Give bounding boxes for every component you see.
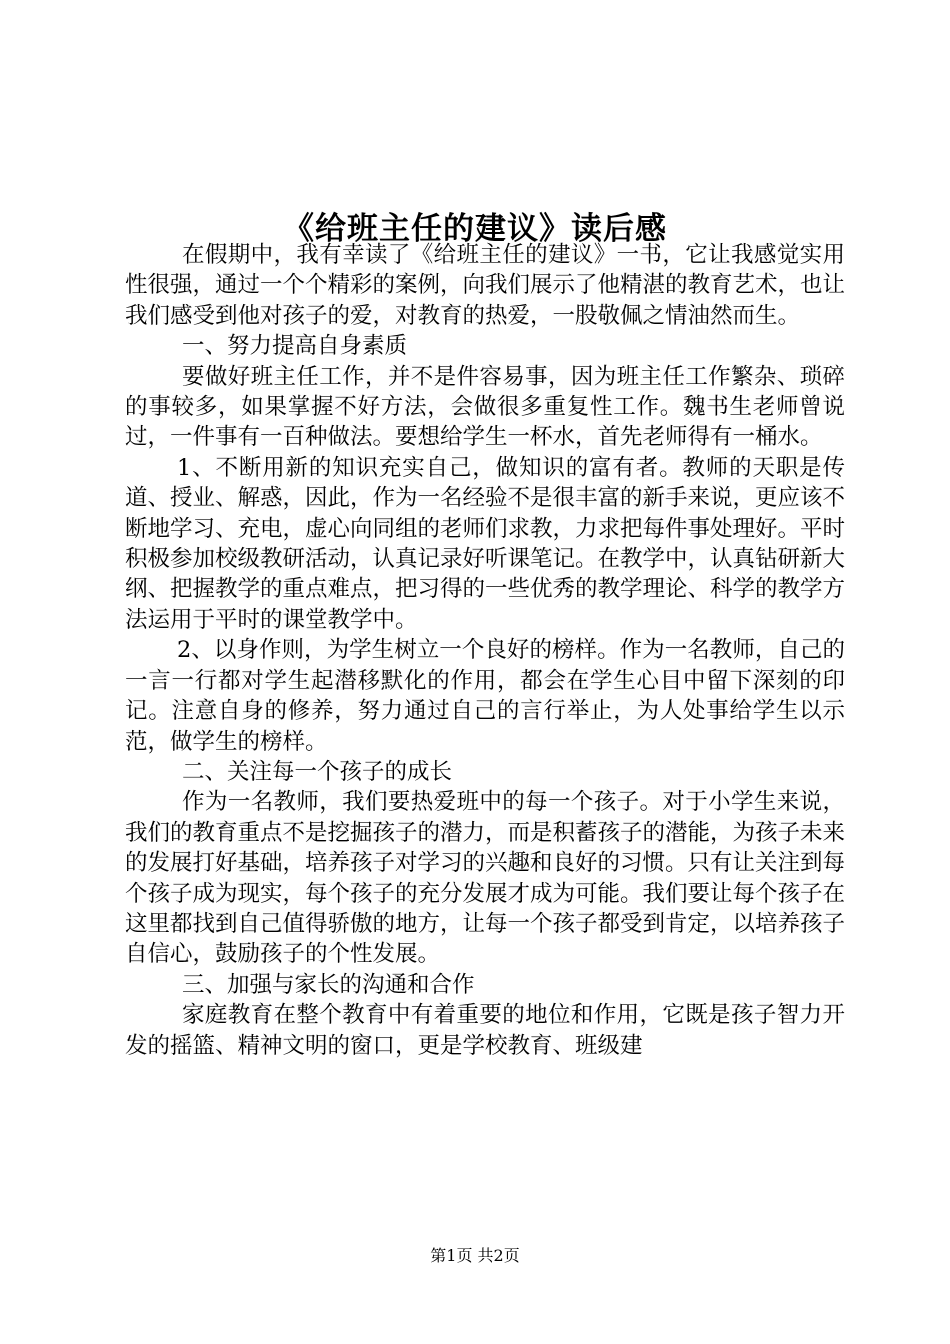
- page-number-footer: 第1页 共2页: [430, 1246, 520, 1265]
- paragraph-intro: 在假期中，我有幸读了《给班主任的建议》一书，它让我感觉实用性很强，通过一个个精彩的案例，向我们展示了他精湛的教育艺术，也让我们感受到他对孩子的爱，对教育的热爱，一股敬佩之情油然而生。: [125, 242, 846, 329]
- paragraph: 作为一名教师，我们要热爱班中的每一个孩子。对于小学生来说，我们的教育重点不是挖掘孩子的潜力，而是积蓄孩子的潜能，为孩子未来的发展打好基础，培养孩子对学习的兴趣和良好的习惯。只有让关注到每个孩子成为现实，每个孩子的充分发展才成为可能。我们要让每个孩子在这里都找到自己值得骄傲的地方，让每一个孩子都受到肯定，以培养孩子自信心，鼓励孩子的个性发展。: [125, 789, 846, 968]
- section-heading-2: 二、关注每一个孩子的成长: [182, 758, 453, 785]
- numbered-paragraph-2: 2、以身作则，为学生树立一个良好的榜样。作为一名教师，自己的一言一行都对学生起潜移默化的作用，都会在学生心目中留下深刻的印记。注意自身的修养，努力通过自己的言行举止，为人处事给学生以示范，做学生的榜样。: [125, 637, 845, 755]
- paragraph: 要做好班主任工作，并不是件容易事，因为班主任工作繁杂、琐碎的事较多，如果掌握不好方法，会做很多重复性工作。魏书生老师曾说过，一件事有一百种做法。要想给学生一杯水，首先老师得有一桶水。: [125, 363, 845, 451]
- paragraph: 家庭教育在整个教育中有着重要的地位和作用，它既是孩子智力开发的摇篮、精神文明的窗口，更是学校教育、班级建: [125, 1002, 845, 1059]
- document-title: 《给班主任的建议》读后感: [283, 210, 667, 247]
- numbered-paragraph-1: 1、不断用新的知识充实自己，做知识的富有者。教师的天职是传道、授业、解惑，因此，作为一名经验不是很丰富的新手来说，更应该不断地学习、充电，虚心向同组的老师们求教，力求把每件事处理好。平时积极参加校级教研活动，认真记录好听课笔记。在教学中，认真钻研新大纲、把握教学的重点难点，把习得的一些优秀的教学理论、科学的教学方法运用于平时的课堂教学中。: [125, 454, 846, 633]
- section-heading-3: 三、加强与家长的沟通和合作: [182, 971, 475, 998]
- section-heading-1: 一、努力提高自身素质: [182, 333, 408, 360]
- document-body: [125, 240, 845, 1061]
